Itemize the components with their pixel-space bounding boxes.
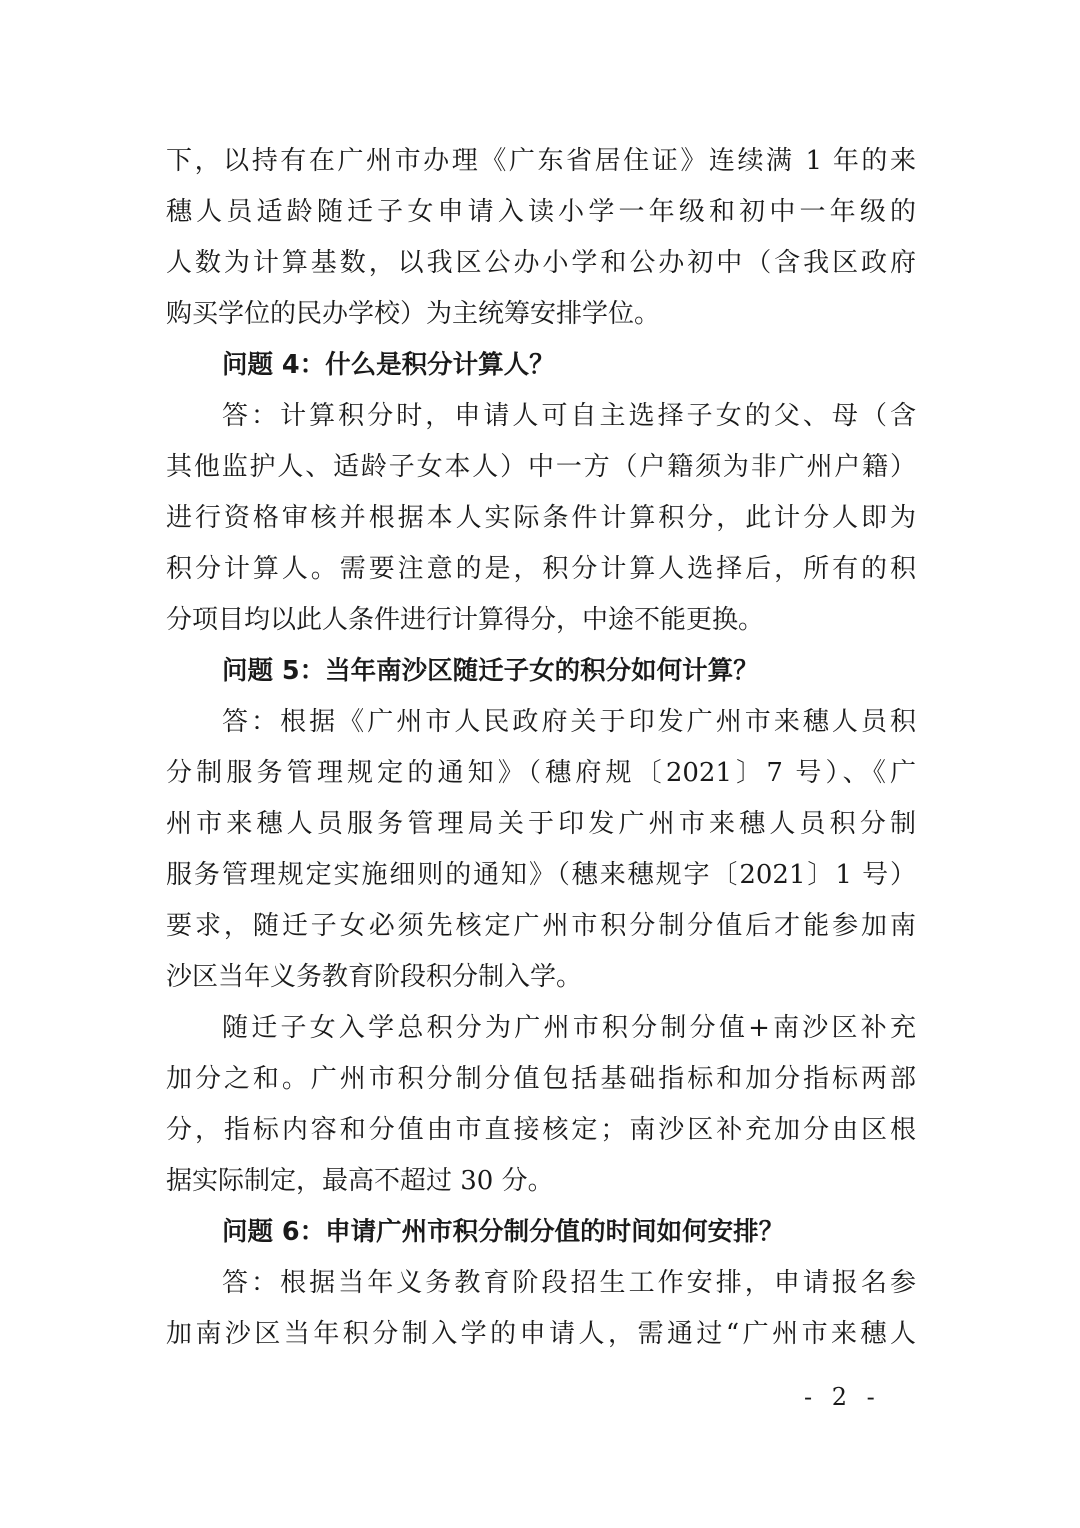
text-line: 答：根据《广州市人民政府关于印发广州市来穗人员积 [222,707,916,737]
text-line: 进行资格审核并根据本人实际条件计算积分，此计分人即为 [166,503,916,533]
text-line: 购买学位的民办学校）为主统筹安排学位。 [166,299,661,329]
text-line: 沙区当年义务教育阶段积分制入学。 [166,962,583,992]
text-line: 加南沙区当年积分制入学的申请人，需通过“广州市来穗人 [166,1319,916,1349]
question-6-heading: 问题 6：申请广州市积分制分值的时间如何安排？ [222,1217,785,1247]
text-line: 答：计算积分时，申请人可自主选择子女的父、母（含 [222,401,916,431]
question-4-heading: 问题 4：什么是积分计算人？ [222,350,555,380]
text-line: 答：根据当年义务教育阶段招生工作安排，申请报名参 [222,1268,916,1298]
text-line: 人数为计算基数，以我区公办小学和公办初中（含我区政府 [166,248,916,278]
text-line: 分制服务管理规定的通知》（穗府规〔2021〕7 号）、《广 [166,758,916,788]
page-number: - 2 - [804,1383,881,1411]
text-line: 分，指标内容和分值由市直接核定；南沙区补充加分由区根 [166,1115,916,1145]
text-line: 随迁子女入学总积分为广州市积分制分值+南沙区补充 [222,1013,916,1043]
text-line: 其他监护人、适龄子女本人）中一方（户籍须为非广州户籍） [166,452,916,482]
question-5-heading: 问题 5：当年南沙区随迁子女的积分如何计算？ [222,656,759,686]
document-body [166,136,916,1360]
text-line: 积分计算人。需要注意的是，积分计算人选择后，所有的积 [166,554,916,584]
text-line: 加分之和。广州市积分制分值包括基础指标和加分指标两部 [166,1064,916,1094]
text-line: 穗人员适龄随迁子女申请入读小学一年级和初中一年级的 [166,197,916,227]
text-line: 服务管理规定实施细则的通知》（穗来穗规字〔2021〕1 号） [166,860,916,890]
text-line: 要求，随迁子女必须先核定广州市积分制分值后才能参加南 [166,911,916,941]
text-line: 分项目均以此人条件进行计算得分，中途不能更换。 [166,605,765,635]
text-line: 下，以持有在广州市办理《广东省居住证》连续满 1 年的来 [166,146,916,176]
text-line: 据实际制定，最高不超过 30 分。 [166,1166,554,1196]
text-line: 州市来穗人员服务管理局关于印发广州市来穗人员积分制 [166,809,916,839]
